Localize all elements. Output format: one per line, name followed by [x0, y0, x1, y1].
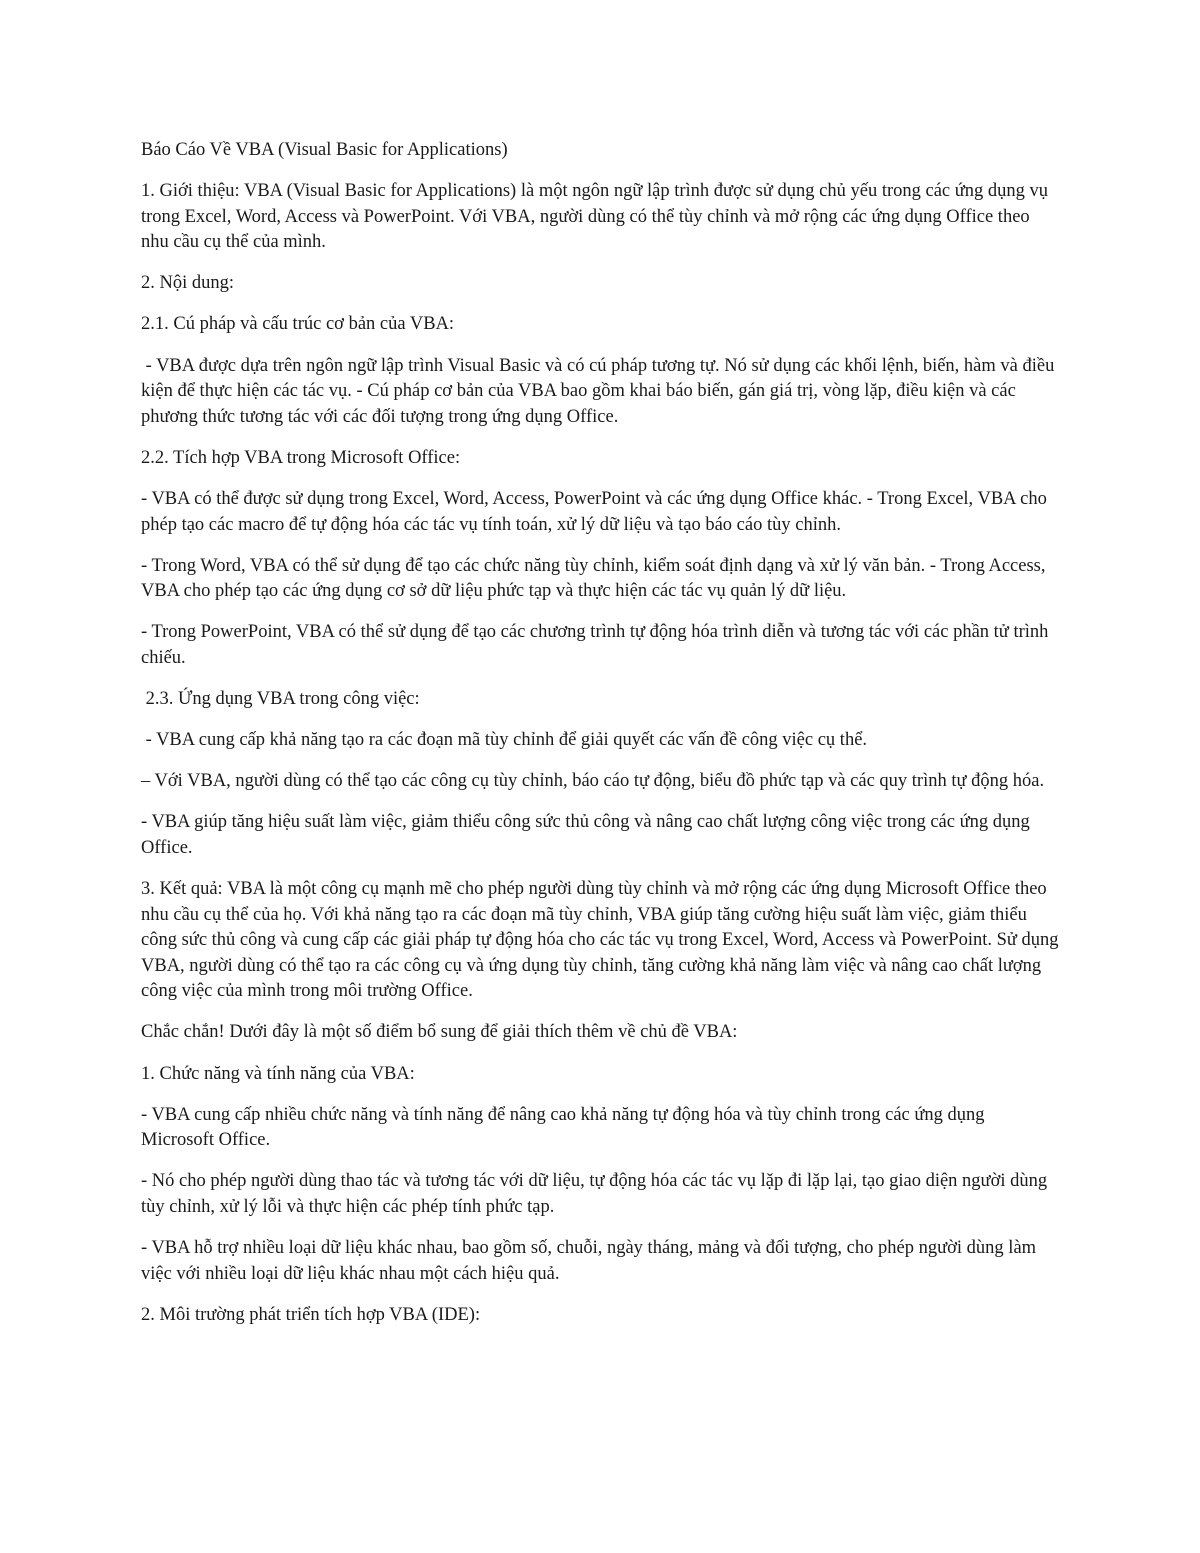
paragraph-results: 3. Kết quả: VBA là một công cụ mạnh mẽ cho phép người dùng tùy chỉnh và mở rộng các ứng dụng Microsoft Office theo nhu cầu cụ thể của họ. Với khả năng tạo ra các đoạn mã tùy chỉnh, VBA giúp tăng cường hiệu suất làm việc, giảm thiểu công sức thủ công và cung cấp các giải pháp tự động hóa cho các tác vụ trong Excel, Word, Access và PowerPoint. Sử dụng VBA, người dùng có thể tạo ra các công cụ và ứng dụng tùy chỉnh, tăng cường khả năng làm việc và nâng cao chất lượng công việc của mình trong môi trường Office.	[141, 878, 1059, 1002]
paragraph-features-data: - Nó cho phép người dùng thao tác và tương tác với dữ liệu, tự động hóa các tác vụ lặp đi lặp lại, tạo giao diện người dùng tùy chỉnh, xử lý lỗi và thực hiện các phép tính phức tạp.	[141, 1171, 1048, 1217]
paragraph-integration-excel: - VBA có thể được sử dụng trong Excel, Word, Access, PowerPoint và các ứng dụng Office khác. - Trong Excel, VBA cho phép tạo các macro để tự động hóa các tác vụ tính toán, xử lý dữ liệu và tạo báo cáo tùy chỉnh.	[141, 488, 1047, 535]
paragraph-features-automation: - VBA cung cấp nhiều chức năng và tính năng để nâng cao khả năng tự động hóa và tùy chỉnh trong các ứng dụng Microsoft Office.	[141, 1104, 985, 1151]
paragraph-applications-tools: – Với VBA, người dùng có thể tạo các công cụ tùy chỉnh, báo cáo tự động, biểu đồ phức tạp và các quy trình tự động hóa.	[141, 771, 1045, 792]
paragraph-integration-powerpoint: - Trong PowerPoint, VBA có thể sử dụng để tạo các chương trình tự động hóa trình diễn và tương tác với các phần tử trình chiếu.	[141, 622, 1049, 668]
paragraph-integration-word: - Trong Word, VBA có thể sử dụng để tạo các chức năng tùy chỉnh, kiểm soát định dạng và xử lý văn bản. - Trong Access, VBA cho phép tạo các ứng dụng cơ sở dữ liệu phức tạp và thực hiện các tác vụ quản lý dữ liệu.	[141, 555, 1046, 602]
heading-integration: 2.2. Tích hợp VBA trong Microsoft Office:	[141, 447, 461, 468]
paragraph-addendum-intro: Chắc chắn! Dưới đây là một số điểm bổ sung để giải thích thêm về chủ đề VBA:	[141, 1022, 738, 1043]
heading-applications: 2.3. Ứng dụng VBA trong công việc:	[141, 689, 420, 709]
document-page	[141, 138, 1061, 1344]
heading-syntax: 2.1. Cú pháp và cấu trúc cơ bản của VBA:	[141, 314, 455, 335]
heading-features: 1. Chức năng và tính năng của VBA:	[141, 1063, 415, 1084]
paragraph-intro: 1. Giới thiệu: VBA (Visual Basic for Applications) là một ngôn ngữ lập trình được sử dụng chủ yếu trong các ứng dụng vụ trong Excel, Word, Access và PowerPoint. Với VBA, người dùng có thể tùy chỉnh và mở rộng các ứng dụng Office theo nhu cầu cụ thể của mình.	[141, 181, 1049, 253]
document-title: Báo Cáo Về VBA (Visual Basic for Applications)	[141, 140, 508, 160]
paragraph-applications-efficiency: - VBA giúp tăng hiệu suất làm việc, giảm thiểu công sức thủ công và nâng cao chất lượng công việc trong các ứng dụng Office.	[141, 812, 1030, 858]
paragraph-features-types: - VBA hỗ trợ nhiều loại dữ liệu khác nhau, bao gồm số, chuỗi, ngày tháng, mảng và đối tượng, cho phép người dùng làm việc với nhiều loại dữ liệu khác nhau một cách hiệu quả.	[141, 1238, 1037, 1284]
heading-content: 2. Nội dung:	[141, 273, 235, 294]
heading-ide: 2. Môi trường phát triển tích hợp VBA (IDE):	[141, 1304, 481, 1325]
paragraph-applications-code: - VBA cung cấp khả năng tạo ra các đoạn mã tùy chỉnh để giải quyết các vấn đề công việc cụ thể.	[141, 730, 868, 751]
paragraph-syntax: - VBA được dựa trên ngôn ngữ lập trình Visual Basic và có cú pháp tương tự. Nó sử dụng các khối lệnh, biến, hàm và điều kiện để thực hiện các tác vụ. - Cú pháp cơ bản của VBA bao gồm khai báo biến, gán giá trị, vòng lặp, điều kiện và các phương thức tương tác với các đối tượng trong ứng dụng Office.	[141, 355, 1059, 427]
